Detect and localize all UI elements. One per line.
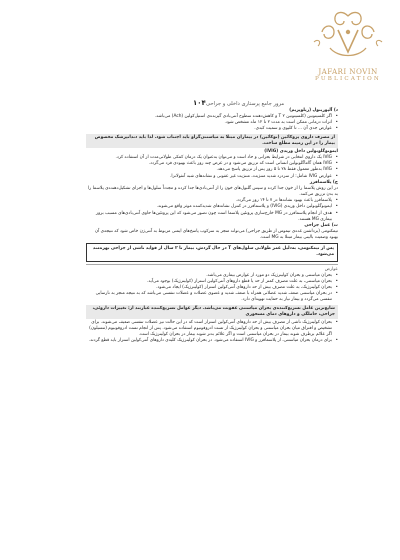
bullet-item: • پلاسمافرز باعث بهبود نشانه‌ها در ۷ تا ۱۴ روز می‌گردد. xyxy=(86,198,338,204)
page-number: ۱۰۴ xyxy=(193,99,206,107)
bullet-item: • بحران کولینرژیک، به علت مصرف بیش از حد داروهای آنتی‌کولین استراز (کولینرژیک) ایجاد می‌شود. xyxy=(86,285,338,291)
section-heading: ایمونوگلوبولین داخل وریدی (IVIG) xyxy=(264,148,338,154)
bullet-item: • عوارض جدی آن ... تا کلیوی و سمیت کبدی. xyxy=(86,126,338,132)
bullet-item: • IVIG یک داروی انتخابی در شرایط بحرانی و حاد است و می‌توان به‌عنوان یک درمان کمکی طولانی‌مدت از آن استفاده کرد. xyxy=(86,155,338,161)
logo-tagline-text: PUBLICATION xyxy=(314,76,382,82)
paragraph: در این روش پلاسما را از خون جدا کرده و سپس گلبول‌های خون را از آنتی‌بادی‌ها جدا کرده و مجدداً سلول‌ها و اجزای تشکیل‌دهنده‌ی پلاسما را به بدن تزریق می‌کنند. xyxy=(87,185,338,198)
bullet-item: • IVIG همان گاماگلوبولین انسانی است که تزریق می‌شود و در عرض چند روز باعث بهبودی فرد می‌گردد. xyxy=(86,161,338,167)
bullet-item: • در بحران میاستنی ضعف شدید عضلانی همراه با ضعف شدید و عضوی عضلات و عضلات تنفسی می‌باشد که به نتیجه منجر به نارسایی تنفسی می‌گردد و بیمار نیاز به حمایت تهویه‌ای دارد. xyxy=(86,291,338,303)
divider xyxy=(86,264,338,265)
section-heading: ج) پلاسمافرز xyxy=(309,179,338,185)
bullet-item: • بحران کولینرژیک ناشی از مصرف بیش از حد داروهای آنتی‌کولین استراز است که در این حالت نیز عضلات تنفسی ضعیف می‌شوند. برای تشخیص و افتراق میان بحران میاستنی و بحران کولینرژیک از تست ادروفونیوم استفاده می‌شود. پس از انجام تست ادروفونیوم (تنسیلون) اگر علائم برطرف شوند بیمار در بحران میاستنی است و اگر علائم بدتر شوند بیمار در بحران کولینرژیک است. xyxy=(86,320,338,338)
section-heading: د) آلپورینول (زیلوپریم) xyxy=(289,108,338,113)
bullet-item: • IVIG به‌طور معمول فقط ۲۸ تا ۵ روز پس از تزریق پاسخ می‌دهد. xyxy=(86,167,338,173)
bullet-item: • بحران میاستنی، به علت مصرف کمتر از حد یا قطع داروهای آنتی‌کولین استراز (کولینرژیک) بوجود می‌آید. xyxy=(86,279,338,285)
bullet-item: • برای درمان بحران میاستنی، از پلاسمافرز و IVIG استفاده می‌شود. در بحران کولینرژیک کلیه‌ی داروهای آنتی‌کولین استراز باید قطع گردند. xyxy=(86,338,338,344)
document-body xyxy=(86,108,338,344)
logo-brand-text: JAFARI NOVIN xyxy=(318,67,378,76)
highlight-note: شایع‌ترین عامل تسریع‌کننده‌ی بحران میاستنی عفونت می‌باشد. دیگر عوامل تسریع‌کننده عبارتند از: تغییرات داروئی، جراحی، حاملگی و داروهای دمای مسحوری xyxy=(86,305,338,319)
bullet-item: • هدف از انجام پلاسمافرز در MG خارج‌سازی پروتئین پلاسما است چون تصور می‌شود که این پروتئین‌ها حاوی آنتی‌بادی‌های مسبب بروز بیماری MG هستند. xyxy=(86,211,338,223)
highlight-note: از مصرف داروی پروکائین (نوکائین) در بیماران مبتلا به میاستنی‌گراو باید اجتناب شود. لذا باید دندانپزشک مخصوص بیمار را در این زمینه مطلع ساخت. xyxy=(86,134,338,148)
running-title: مرور جامع پرستاری داخلی و جراحی xyxy=(206,101,285,107)
paragraph: تیمکتومی (برداشتن غده‌ی تیموس از طریق جراحی) می‌تواند منجر به سرکوب پاسخ‌های ایمنی مربوط به آنتی‌ژن خاص شود که نتیجه‌ی آن بهبود وضعیت بالینی بیمار مبتلا به MG است. xyxy=(94,228,338,241)
section-heading: عوارض xyxy=(324,266,338,272)
bullet-item: • اثرات درمانی ممکن است به مدت ۲ تا ۱۲ ماه مشخص شود. xyxy=(86,120,338,126)
bullet-item: • اگر کلسیتونین (کلسیتونین T ۲ و کاهش‌دهنده سطوح آنتی‌بادی گیرنده‌ی استیل‌کولین (Ach) می‌باشد. xyxy=(86,114,338,120)
bullet-item: • بحران میاستنی و بحران کولینرژیک دو مورد از عوارض بیماری می‌باشد. xyxy=(86,273,338,279)
publisher-logo xyxy=(304,8,392,90)
crown-emblem-icon xyxy=(304,8,392,68)
section-heading: ت) عمل جراحی xyxy=(304,222,338,228)
boxed-note: پس از تیمکتومی، به‌دلیل عمر طولانی سلول‌های T در حال گردش، بیمار تا ۳ سال از فواید ناشی از جراحی بهره‌مند می‌شود. xyxy=(86,243,338,261)
bullet-item: • ایمونوگلوبولین داخل وریدی (IVIG) و پلاسمافرز در کنترل نشانه‌های شدیدکننده موثر واقع می‌شوند. xyxy=(86,204,338,210)
bullet-item: • عوارض IVIG شامل: از سردرد شدید مننژیت، مننژیت غیر عفونی و نشانه‌های شبه آنفولانزا. xyxy=(86,174,338,180)
